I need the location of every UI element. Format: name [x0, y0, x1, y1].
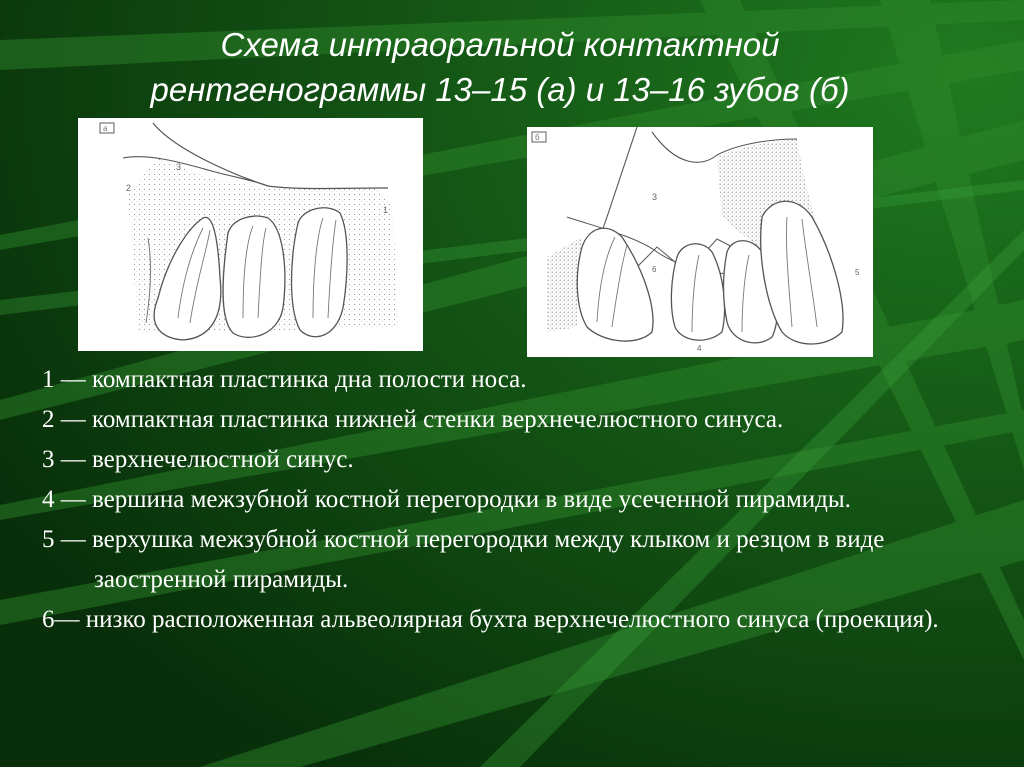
title-line-2: рентгенограммы 13–15 (а) и 13–16 зубов (б) [150, 71, 850, 108]
legend-text-5: 5 — верхушка межзубной костной перегородки между клыком и резцом в виде заостренной пирамиды. [42, 526, 891, 593]
legend-text-2: 2 — компактная пластинка нижней стенки верхнечелюстного синуса. [42, 406, 784, 433]
figure-a-label-1: 1 [383, 205, 389, 215]
diagram-b [527, 127, 873, 357]
figure-b-label-5: 5 [855, 268, 860, 277]
slide-title [0, 22, 1000, 112]
legend-text-1: 1 — компактная пластинка дна полости носа. [42, 366, 527, 393]
diagram-a [78, 118, 423, 351]
legend-text-3: 3 — верхнечелюстной синус. [42, 446, 354, 473]
title-line-1: Схема интраоральной контактной [220, 26, 780, 63]
legend-list [42, 360, 1002, 640]
legend-item-5 [42, 520, 1002, 600]
figure-a-label-3: 3 [176, 162, 182, 172]
legend-item-2 [42, 400, 1002, 440]
legend-item-1 [42, 360, 1002, 400]
figure-b-label-4: 4 [697, 344, 702, 353]
legend-text-4: 4 — вершина межзубной костной перегородки в виде усеченной пирамиды. [42, 486, 851, 513]
figure-a-label-2: 2 [126, 183, 132, 193]
figure-a-tag: а [103, 124, 108, 133]
figure-b-label-3: 3 [652, 192, 658, 202]
legend-item-4 [42, 480, 1002, 520]
legend-item-3 [42, 440, 1002, 480]
figure-b-label-6: 6 [652, 265, 657, 274]
figure-b-tag: б [535, 133, 540, 142]
legend-text-6: 6— низко расположенная альвеолярная бухта верхнечелюстного синуса (проекция). [42, 606, 939, 633]
legend-item-6 [42, 600, 1002, 640]
